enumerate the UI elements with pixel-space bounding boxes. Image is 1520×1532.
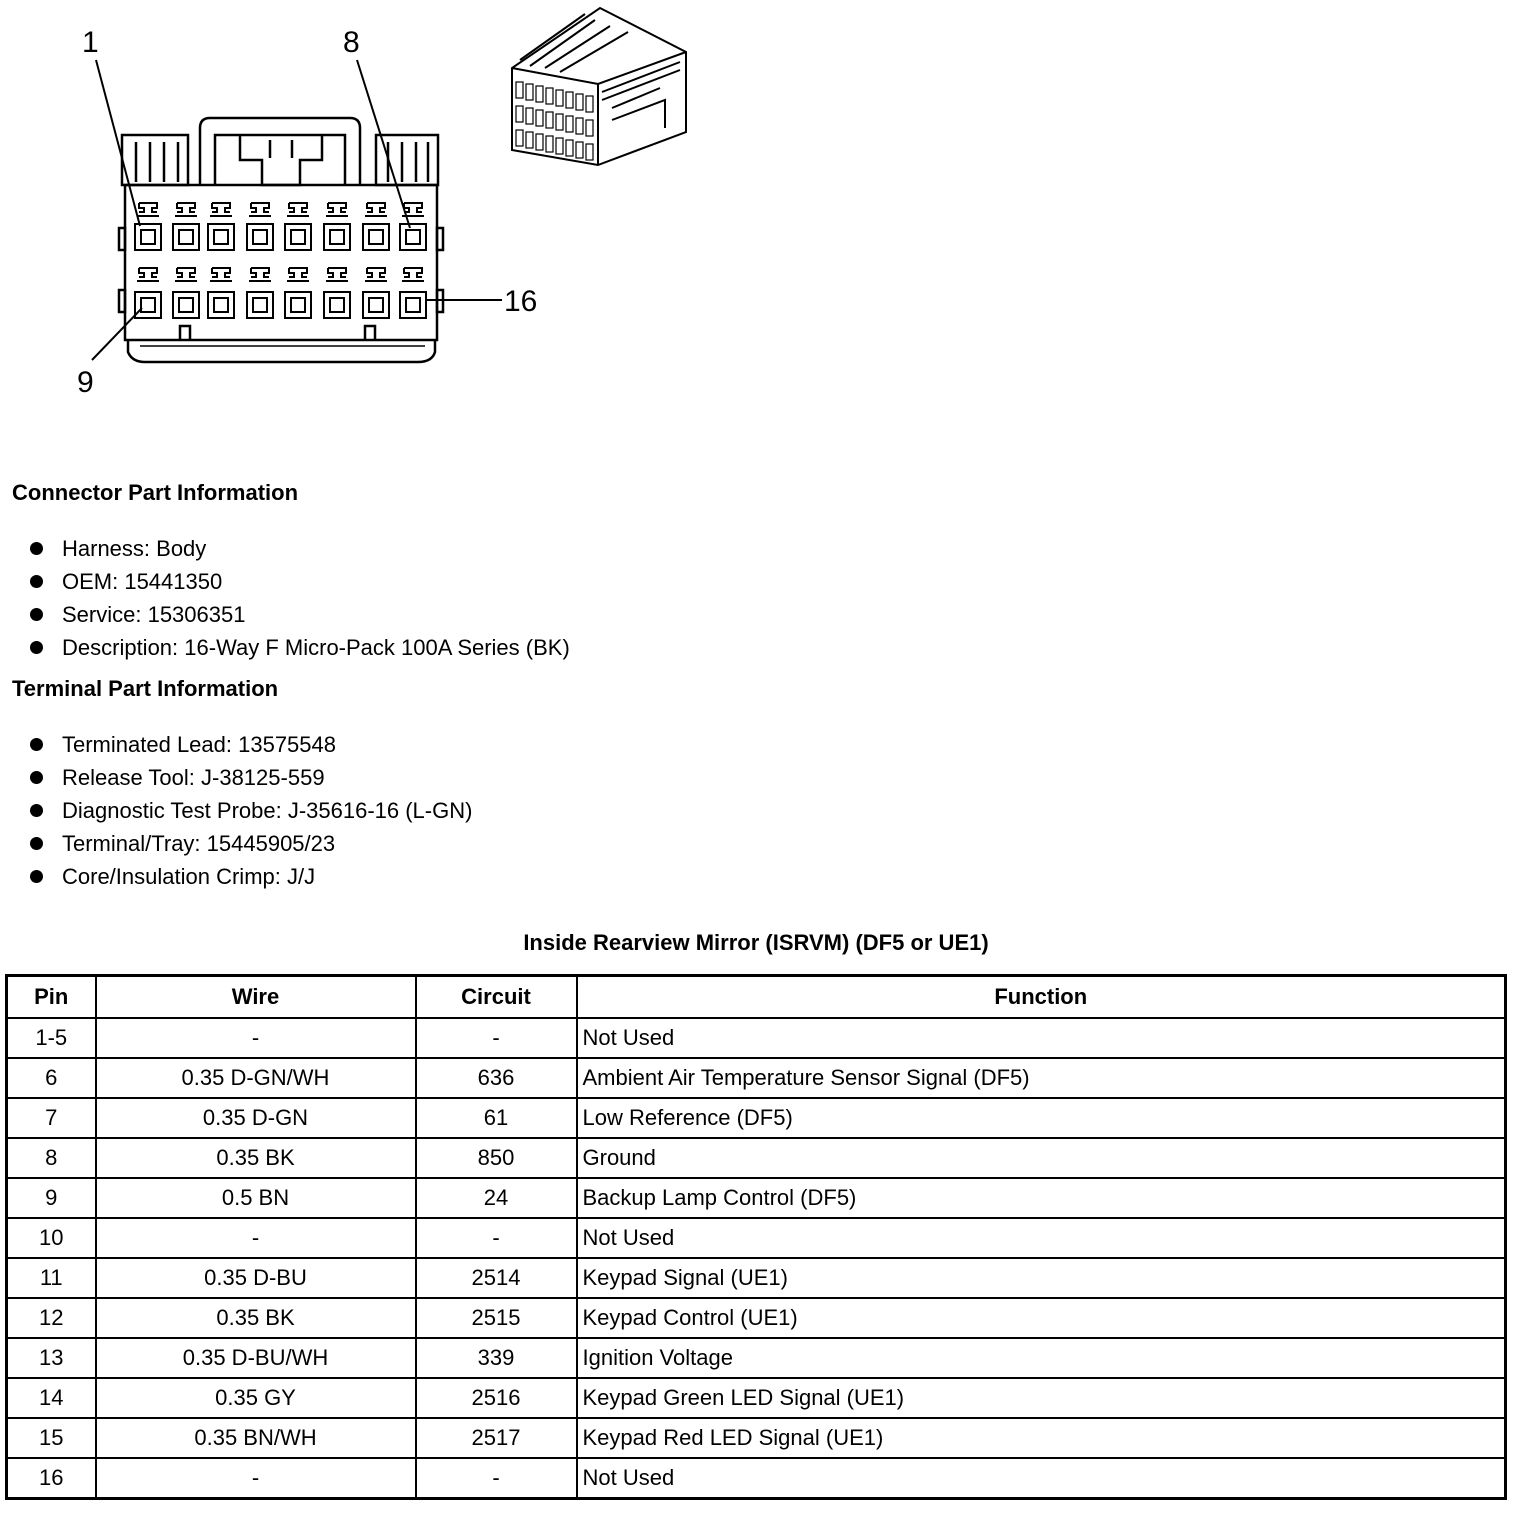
- list-item: Diagnostic Test Probe: J-35616-16 (L-GN): [30, 794, 472, 827]
- lock-arm: [200, 118, 360, 185]
- connector-part-list: [30, 532, 570, 664]
- pin-cavity: [363, 203, 389, 250]
- table-title: Inside Rearview Mirror (ISRVM) (DF5 or UE1): [523, 930, 989, 955]
- cell-function: Keypad Signal (UE1): [577, 1258, 1506, 1298]
- cell-function: Not Used: [577, 1018, 1506, 1058]
- pin-cavity: [135, 203, 161, 250]
- pin-label-9: 9: [77, 366, 94, 399]
- cell-circuit: 636: [416, 1058, 577, 1098]
- leader-pin-1: [96, 60, 140, 226]
- cell-wire: 0.35 GY: [96, 1378, 416, 1418]
- cell-function: Keypad Control (UE1): [577, 1298, 1506, 1338]
- pin-label-1: 1: [82, 26, 99, 59]
- cell-function: Keypad Red LED Signal (UE1): [577, 1418, 1506, 1458]
- cell-circuit: -: [416, 1458, 577, 1499]
- list-item: Description: 16-Way F Micro-Pack 100A Series (BK): [30, 631, 570, 664]
- cell-function: Not Used: [577, 1218, 1506, 1258]
- pin-cavities: [135, 203, 426, 318]
- table-row: [7, 1018, 1506, 1058]
- cell-function: Ground: [577, 1138, 1506, 1178]
- cell-pin: 13: [7, 1338, 96, 1378]
- column-header-pin: Pin: [7, 976, 96, 1019]
- table-row: [7, 1098, 1506, 1138]
- pin-cavity: [324, 203, 350, 250]
- table-row: [7, 1058, 1506, 1098]
- cell-pin: 7: [7, 1098, 96, 1138]
- cell-function: Low Reference (DF5): [577, 1098, 1506, 1138]
- cell-wire: -: [96, 1218, 416, 1258]
- table-row: [7, 1338, 1506, 1378]
- pin-cavity: [363, 268, 389, 318]
- column-header-function: Function: [577, 976, 1506, 1019]
- leader-pin-9: [92, 308, 142, 360]
- pin-cavity: [400, 268, 426, 318]
- table-row: [7, 1378, 1506, 1418]
- cell-wire: -: [96, 1018, 416, 1058]
- cell-pin: 1-5: [7, 1018, 96, 1058]
- connector-diagram: [0, 0, 760, 420]
- column-header-circuit: Circuit: [416, 976, 577, 1019]
- cell-wire: 0.35 BN/WH: [96, 1418, 416, 1458]
- cell-circuit: 2517: [416, 1418, 577, 1458]
- cell-pin: 6: [7, 1058, 96, 1098]
- pin-cavity: [324, 268, 350, 318]
- list-item: Release Tool: J-38125-559: [30, 761, 472, 794]
- cell-circuit: 2514: [416, 1258, 577, 1298]
- cell-circuit: -: [416, 1018, 577, 1058]
- pin-label-16: 16: [504, 285, 538, 318]
- cell-pin: 10: [7, 1218, 96, 1258]
- list-item: Terminated Lead: 13575548: [30, 728, 472, 761]
- pin-cavity: [208, 268, 234, 318]
- cell-wire: 0.35 D-GN/WH: [96, 1058, 416, 1098]
- pin-cavity: [285, 268, 311, 318]
- pin-cavity: [285, 203, 311, 250]
- cell-function: Ignition Voltage: [577, 1338, 1506, 1378]
- table-row: [7, 1178, 1506, 1218]
- table-header-row: [7, 976, 1506, 1019]
- pin-cavity: [247, 203, 273, 250]
- cell-circuit: 2515: [416, 1298, 577, 1338]
- cell-pin: 16: [7, 1458, 96, 1499]
- cell-circuit: 850: [416, 1138, 577, 1178]
- pinout-table: [5, 974, 1507, 1500]
- table-row: [7, 1138, 1506, 1178]
- list-item: Core/Insulation Crimp: J/J: [30, 860, 472, 893]
- cell-pin: 12: [7, 1298, 96, 1338]
- table-row: [7, 1258, 1506, 1298]
- connector-part-title: Connector Part Information: [12, 480, 299, 505]
- terminal-part-list: [30, 728, 472, 893]
- cell-wire: 0.5 BN: [96, 1178, 416, 1218]
- pin-label-8: 8: [343, 26, 360, 59]
- cell-pin: 8: [7, 1138, 96, 1178]
- cell-pin: 11: [7, 1258, 96, 1298]
- cell-wire: 0.35 D-BU/WH: [96, 1338, 416, 1378]
- cell-pin: 15: [7, 1418, 96, 1458]
- list-item: Terminal/Tray: 15445905/23: [30, 827, 472, 860]
- list-item: OEM: 15441350: [30, 565, 570, 598]
- cell-function: Backup Lamp Control (DF5): [577, 1178, 1506, 1218]
- cell-pin: 14: [7, 1378, 96, 1418]
- cell-wire: 0.35 D-GN: [96, 1098, 416, 1138]
- connector-bottom-lip: [128, 340, 435, 362]
- column-header-wire: Wire: [96, 976, 416, 1019]
- table-row: [7, 1218, 1506, 1258]
- pin-cavity: [247, 268, 273, 318]
- cell-function: Ambient Air Temperature Sensor Signal (DF5): [577, 1058, 1506, 1098]
- table-row: [7, 1298, 1506, 1338]
- table-row: [7, 1458, 1506, 1499]
- cell-function: Keypad Green LED Signal (UE1): [577, 1378, 1506, 1418]
- cell-circuit: 61: [416, 1098, 577, 1138]
- cell-function: Not Used: [577, 1458, 1506, 1499]
- cell-circuit: 2516: [416, 1378, 577, 1418]
- cell-wire: 0.35 BK: [96, 1138, 416, 1178]
- list-item: Service: 15306351: [30, 598, 570, 631]
- cell-circuit: 339: [416, 1338, 577, 1378]
- pin-cavity: [173, 203, 199, 250]
- connector-body: [125, 185, 437, 340]
- table-row: [7, 1418, 1506, 1458]
- cell-wire: -: [96, 1458, 416, 1499]
- cell-wire: 0.35 BK: [96, 1298, 416, 1338]
- cell-circuit: 24: [416, 1178, 577, 1218]
- terminal-part-title: Terminal Part Information: [12, 676, 279, 701]
- list-item: Harness: Body: [30, 532, 570, 565]
- pin-cavity: [173, 268, 199, 318]
- pin-cavity: [208, 203, 234, 250]
- cell-circuit: -: [416, 1218, 577, 1258]
- cell-pin: 9: [7, 1178, 96, 1218]
- cell-wire: 0.35 D-BU: [96, 1258, 416, 1298]
